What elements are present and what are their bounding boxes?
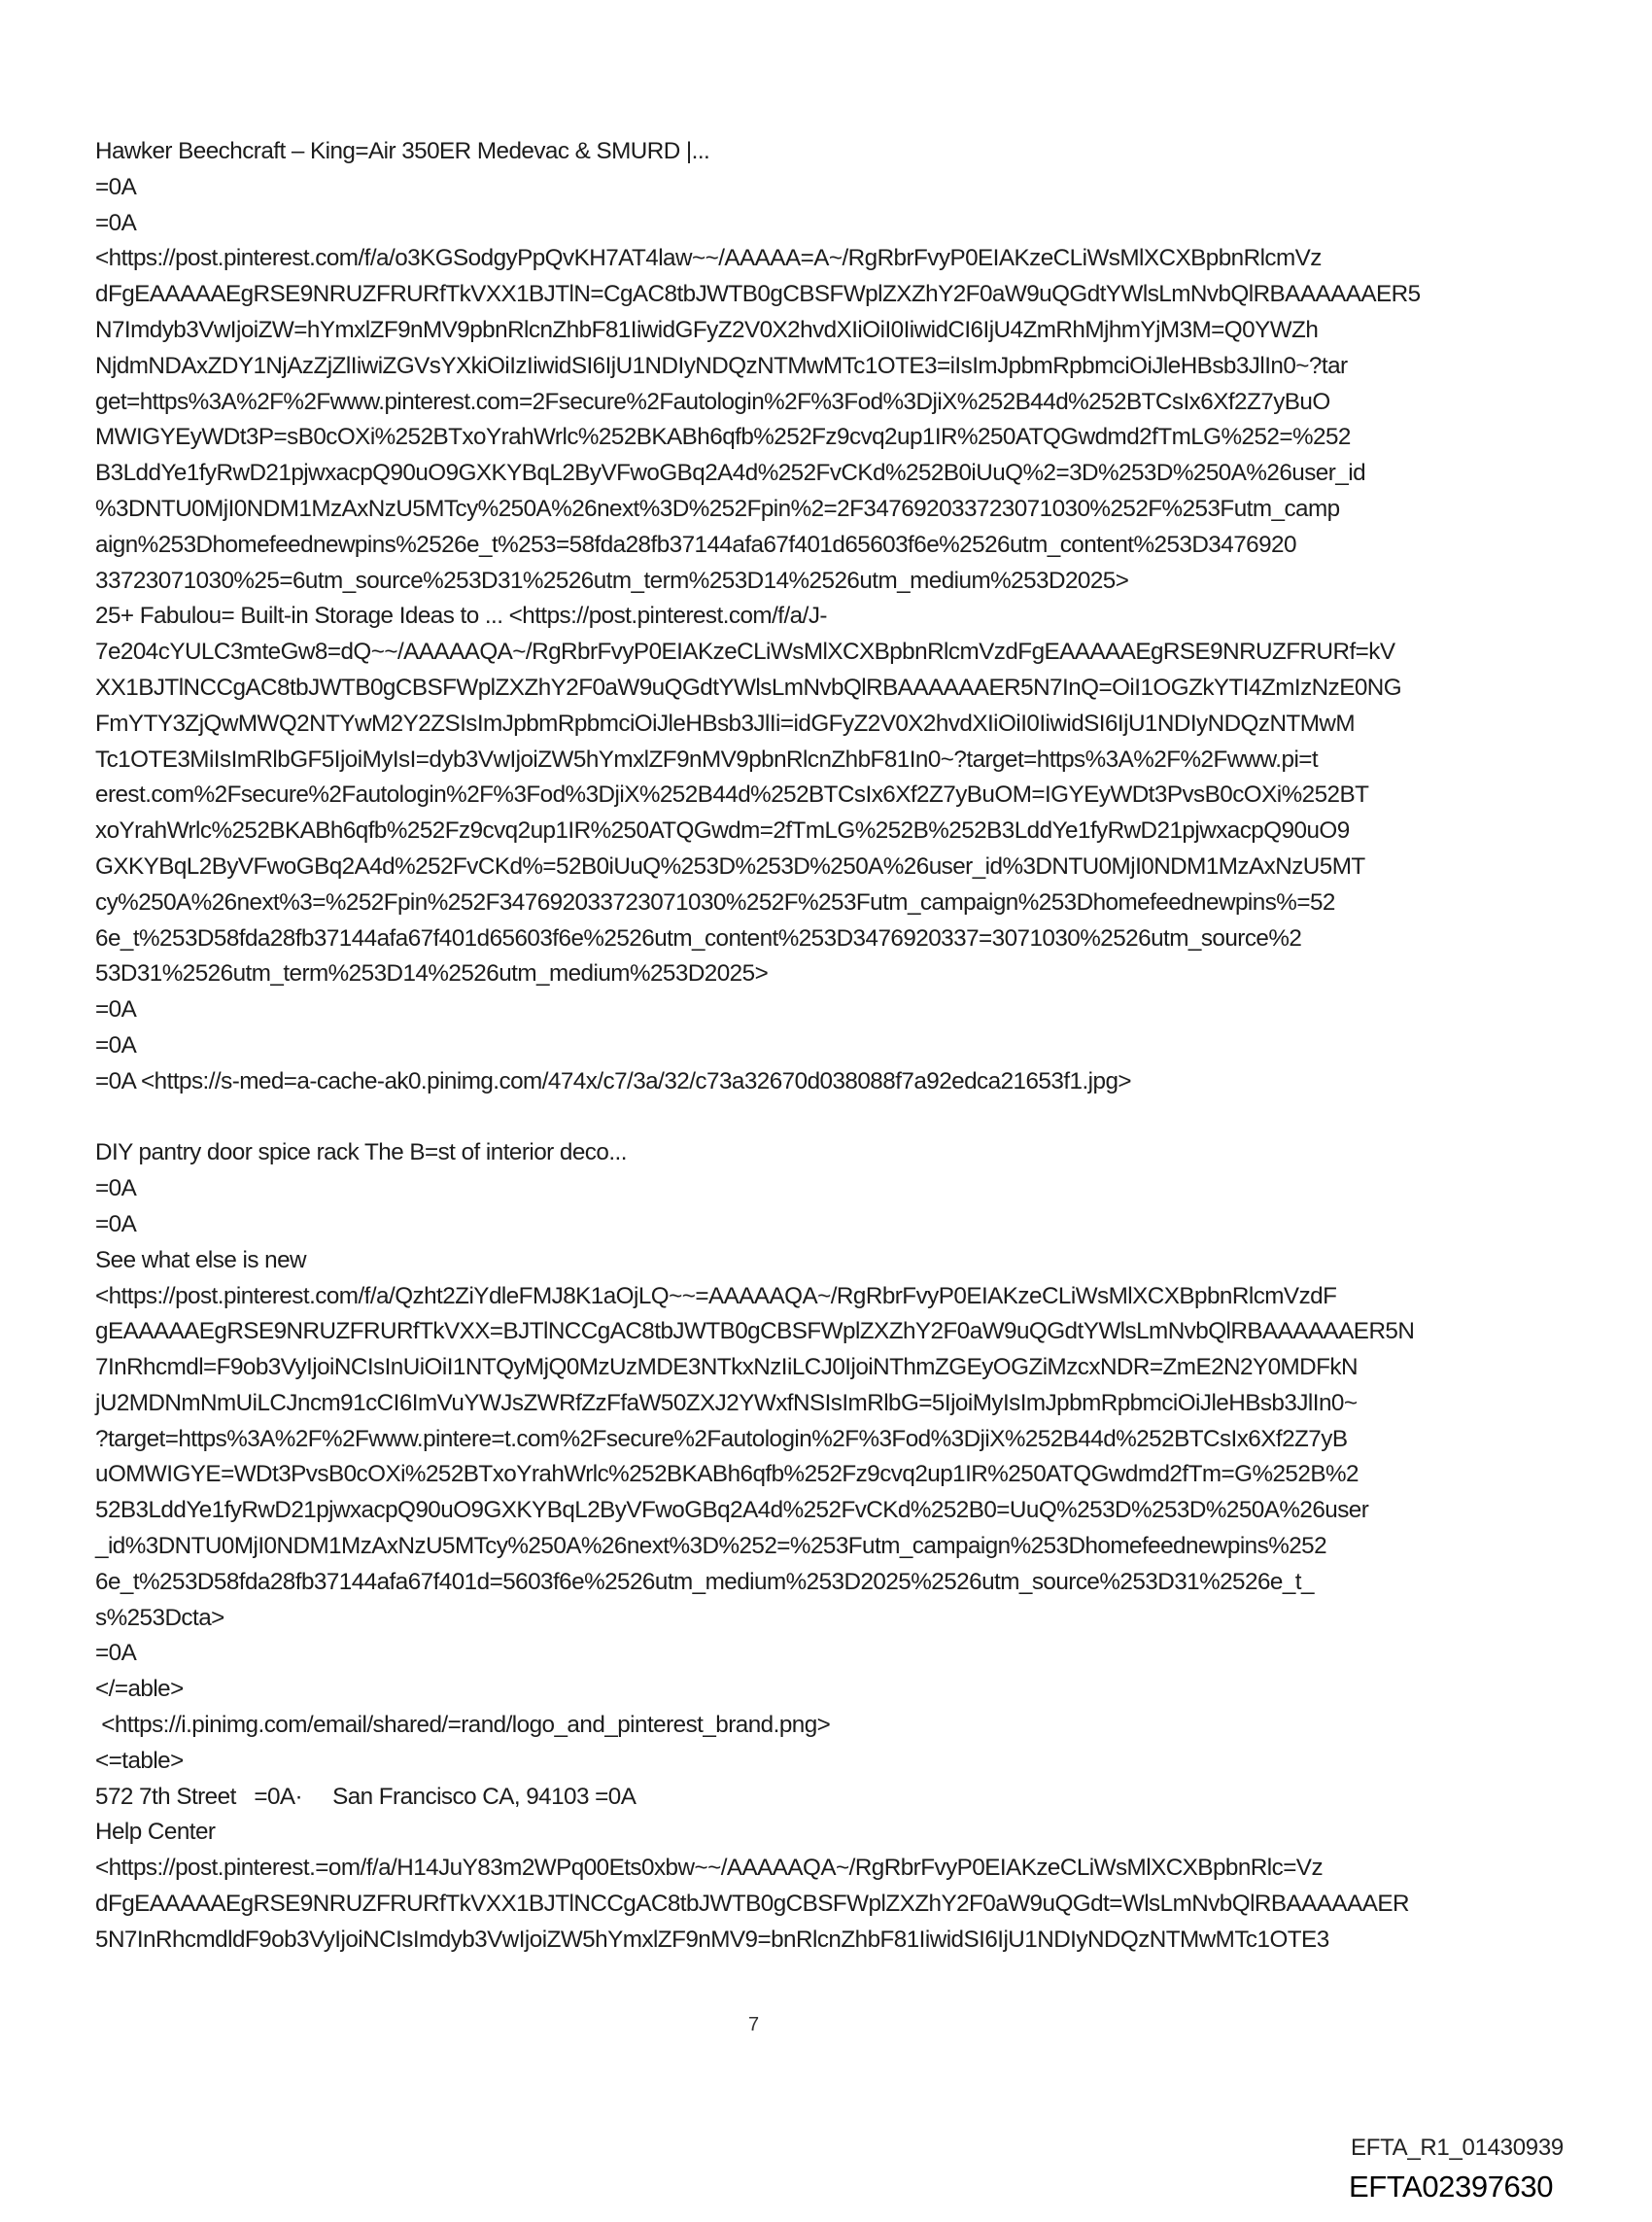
document-line: 25+ Fabulou= Built-in Storage Ideas to ... <https://post.pinterest.com/f/a/J- xyxy=(95,603,827,630)
document-line: 52B3LddYe1fyRwD21pjwxacpQ90uO9GXKYBqL2ByVFwoGBq2A4d%252FvCKd%252B0=UuQ%253D%253D%250A%26user xyxy=(95,1497,1369,1524)
document-line: gEAAAAAEgRSE9NRUZFRURfTkVXX=BJTlNCCgAC8tbJWTB0gCBSFWplZXZhY2F0aW9uQGdtYWlsLmNvbQlRBAAAAAAER5N xyxy=(95,1318,1415,1345)
document-line: 6e_t%253D58fda28fb37144afa67f401d=5603f6e%2526utm_medium%253D2025%2526utm_source%253D31%2526e_t_ xyxy=(95,1568,1314,1595)
document-line: jU2MDNmNmUiLCJncm91cCI6ImVuYWJsZWRfZzFfaW50ZXJ2YWxfNSIsImRlbG=5IjoiMyIsImJpbmRpbmciOiJleHBsb3JlIn0~ xyxy=(95,1389,1358,1416)
document-line: _id%3DNTU0MjI0NDM1MzAxNzU5MTcy%250A%26next%3D%252=%253Futm_campaign%253Dhomefeednewpins%252 xyxy=(95,1533,1327,1560)
document-line: =0A xyxy=(95,1031,137,1059)
document-line: =0A xyxy=(95,173,137,200)
document-line: %3DNTU0MjI0NDM1MzAxNzU5MTcy%250A%26next%3D%252Fpin%2=2F347692033723071030%252F%253Futm_camp xyxy=(95,495,1340,522)
document-line: <=table> xyxy=(95,1747,184,1774)
document-line: =0A xyxy=(95,1210,137,1237)
document-line: 53D31%2526utm_term%253D14%2526utm_medium%253D2025> xyxy=(95,960,769,988)
document-line: 5N7InRhcmdldF9ob3VyIjoiNCIsImdyb3VwIjoiZW5hYmxlZF9nMV9=bnRlcnZhbF81IiwidSI6IjU1NDIyNDQzNTMwMTc1OTE3 xyxy=(95,1926,1329,1953)
document-line: dFgEAAAAAEgRSE9NRUZFRURfTkVXX1BJTlNCCgAC8tbJWTB0gCBSFWplZXZhY2F0aW9uQGdt=WlsLmNvbQlRBAAAAAAER xyxy=(95,1891,1409,1918)
page-number: 7 xyxy=(748,2014,760,2035)
document-line: =0A xyxy=(95,1175,137,1202)
document-line: =0A <https://s-med=a-cache-ak0.pinimg.com/474x/c7/3a/32/c73a32670d038088f7a92edca21653f1.jpg> xyxy=(95,1067,1132,1094)
document-line: B3LddYe1fyRwD21pjwxacpQ90uO9GXKYBqL2ByVFwoGBq2A4d%252FvCKd%252B0iUuQ%2=3D%253D%250A%26user_id xyxy=(95,460,1366,487)
document-line: DIY pantry door spice rack The B=st of interior deco... xyxy=(95,1139,627,1166)
document-line: cy%250A%26next%3=%252Fpin%252F347692033723071030%252F%253Futm_campaign%253Dhomefeednewpins%=52 xyxy=(95,888,1335,916)
document-line: dFgEAAAAAEgRSE9NRUZFRURfTkVXX1BJTlN=CgAC8tbJWTB0gCBSFWplZXZhY2F0aW9uQGdtYWlsLmNvbQlRBAAAAAAER5 xyxy=(95,281,1421,308)
document-body xyxy=(95,134,1572,1959)
document-line: uOMWIGYE=WDt3PvsB0cOXi%252BTxoYrahWrlc%252BKABh6qfb%252Fz9cvq2up1IR%250ATQGwdmd2fTm=G%252B%2 xyxy=(95,1461,1359,1488)
document-line: s%253Dcta> xyxy=(95,1604,224,1631)
document-line: FmYTY3ZjQwMWQ2NTYwM2Y2ZSIsImJpbmRpbmciOiJleHBsb3JlIi=idGFyZ2V0X2hvdXIiOiI0IiwidSI6IjU1NDIyNDQzNTMwM xyxy=(95,710,1356,737)
document-line: XX1BJTlNCCgAC8tbJWTB0gCBSFWplZXZhY2F0aW9uQGdtYWlsLmNvbQlRBAAAAAAER5N7InQ=OiI1OGZkYTI4ZmIzNzE0NG xyxy=(95,674,1402,701)
blank-line xyxy=(95,1100,1572,1136)
document-line: 7e204cYULC3mteGw8=dQ~~/AAAAAQA~/RgRbrFvyP0EIAKzeCLiWsMlXCXBpbnRlcmVzdFgEAAAAAEgRSE9NRUZFRURf=kV xyxy=(95,639,1395,666)
document-line: 6e_t%253D58fda28fb37144afa67f401d65603f6e%2526utm_content%253D3476920337=3071030%2526utm_source%2 xyxy=(95,924,1302,952)
document-line: =0A xyxy=(95,1640,137,1667)
document-line: =0A xyxy=(95,209,137,236)
bates-number-secondary: EFTA02397630 xyxy=(1349,2170,1554,2204)
document-line: aign%253Dhomefeednewpins%2526e_t%253=58fda28fb37144afa67f401d65603f6e%2526utm_content%253D3476920 xyxy=(95,531,1296,558)
document-line: erest.com%2Fsecure%2Fautologin%2F%3Fod%3DjiX%252B44d%252BTCsIx6Xf2Z7yBuOM=IGYEyWDt3PvsB0cOXi%252BT xyxy=(95,781,1369,809)
document-line: <https://post.pinterest.com/f/a/o3KGSodgyPpQvKH7AT4law~~/AAAAA=A~/RgRbrFvyP0EIAKzeCLiWsMlXCXBpbnRlcmVz xyxy=(95,245,1322,272)
document-line: </=able> xyxy=(95,1676,184,1703)
document-line: xoYrahWrlc%252BKABh6qfb%252Fz9cvq2up1IR%250ATQGwdm=2fTmLG%252B%252B3LddYe1fyRwD21pjwxacpQ90uO9 xyxy=(95,817,1350,845)
document-line: <https://i.pinimg.com/email/shared/=rand/logo_and_pinterest_brand.png> xyxy=(95,1712,831,1739)
document-line: ?target=https%3A%2F%2Fwww.pintere=t.com%2Fsecure%2Fautologin%2F%3Fod%3DjiX%252B44d%252BTCsIx6Xf2Z7yB xyxy=(95,1425,1348,1452)
document-line: <https://post.pinterest.=om/f/a/H14JuY83m2WPq00Ets0xbw~~/AAAAAQA~/RgRbrFvyP0EIAKzeCLiWsMlXCXBpbnRlc=Vz xyxy=(95,1855,1324,1882)
bates-number-primary: EFTA_R1_01430939 xyxy=(1351,2135,1564,2161)
document-line: NjdmNDAxZDY1NjAzZjZlIiwiZGVsYXkiOiIzIiwidSI6IjU1NDIyNDQzNTMwMTc1OTE3=iIsImJpbmRpbmciOiJleHBsb3JlIn0~?tar xyxy=(95,352,1348,379)
document-line: =0A xyxy=(95,996,137,1024)
document-line: Hawker Beechcraft – King=Air 350ER Medevac & SMURD |... xyxy=(95,138,710,164)
document-line: 572 7th Street =0A· San Francisco CA, 94103 =0A xyxy=(95,1783,637,1810)
document-line: 7InRhcmdl=F9ob3VyIjoiNCIsInUiOiI1NTQyMjQ0MzUzMDE3NTkxNzIiLCJ0IjoiNThmZGEyOGZiMzcxNDR=ZmE2N2Y0MDFkN xyxy=(95,1354,1358,1381)
document-line: <https://post.pinterest.com/f/a/Qzht2ZiYdleFMJ8K1aOjLQ~~=AAAAAQA~/RgRbrFvyP0EIAKzeCLiWsMlXCXBpbnRlcmVzdF xyxy=(95,1282,1337,1309)
document-line: MWIGYEyWDt3P=sB0cOXi%252BTxoYrahWrlc%252BKABh6qfb%252Fz9cvq2up1IR%250ATQGwdmd2fTmLG%252=%252 xyxy=(95,424,1351,451)
document-line: get=https%3A%2F%2Fwww.pinterest.com=2Fsecure%2Fautologin%2F%3Fod%3DjiX%252B44d%252BTCsIx6Xf2Z7yBuO xyxy=(95,388,1330,415)
document-line: See what else is new xyxy=(95,1246,306,1273)
document-line: 33723071030%25=6utm_source%253D31%2526utm_term%253D14%2526utm_medium%253D2025> xyxy=(95,567,1129,594)
document-line: Help Center xyxy=(95,1819,216,1846)
document-line: Tc1OTE3MiIsImRlbGF5IjoiMyIsI=dyb3VwIjoiZW5hYmxlZF9nMV9pbnRlcnZhbF81In0~?target=https%3A%2F%2Fwww.pi=t xyxy=(95,746,1319,773)
document-line: GXKYBqL2ByVFwoGBq2A4d%252FvCKd%=52B0iUuQ%253D%253D%250A%26user_id%3DNTU0MjI0NDM1MzAxNzU5MT xyxy=(95,852,1365,880)
document-line: N7Imdyb3VwIjoiZW=hYmxlZF9nMV9pbnRlcnZhbF81IiwidGFyZ2V0X2hvdXIiOiI0IiwidCI6IjU4ZmRhMjhmYjM3M=Q0YWZh xyxy=(95,316,1319,343)
